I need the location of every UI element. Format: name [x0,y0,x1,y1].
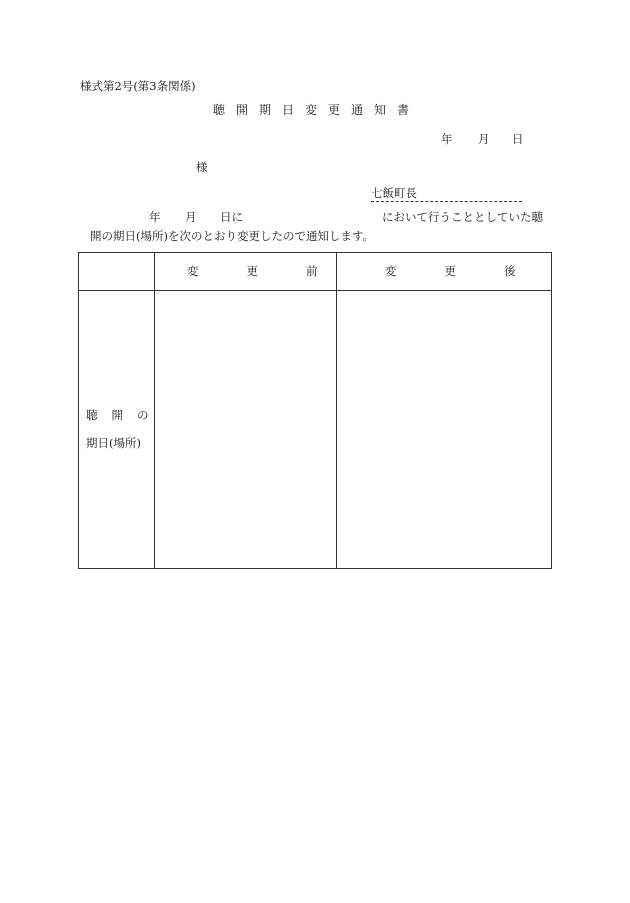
date-day-label: 日 [512,132,524,146]
issuer-name: 七飯町長 [371,186,417,200]
cell-after-change[interactable] [337,291,551,568]
issuer-signature-line [371,201,522,202]
addressee-suffix: 様 [196,160,208,174]
document-title: 聴開期日変更通知書 [213,103,421,117]
header-after-change: 変更後 [385,264,564,278]
body-day-label: 日に [220,210,243,224]
body-text-line1: において行うこととしていた聴 [382,210,543,224]
row-label-date-place: 期日(場所) [86,436,141,450]
date-year-label: 年 [441,132,453,146]
body-text-line2: 開の期日(場所)を次のとおり変更したので通知します。 [90,229,375,243]
header-before-change: 変更前 [187,264,366,278]
row-label-hearing: 聴開の [86,408,163,422]
body-year-label: 年 [149,210,161,224]
cell-before-change[interactable] [155,291,336,568]
date-month-label: 月 [478,132,490,146]
form-number: 様式第2号(第3条関係) [80,79,196,93]
change-table [78,252,564,569]
body-month-label: 月 [185,210,197,224]
